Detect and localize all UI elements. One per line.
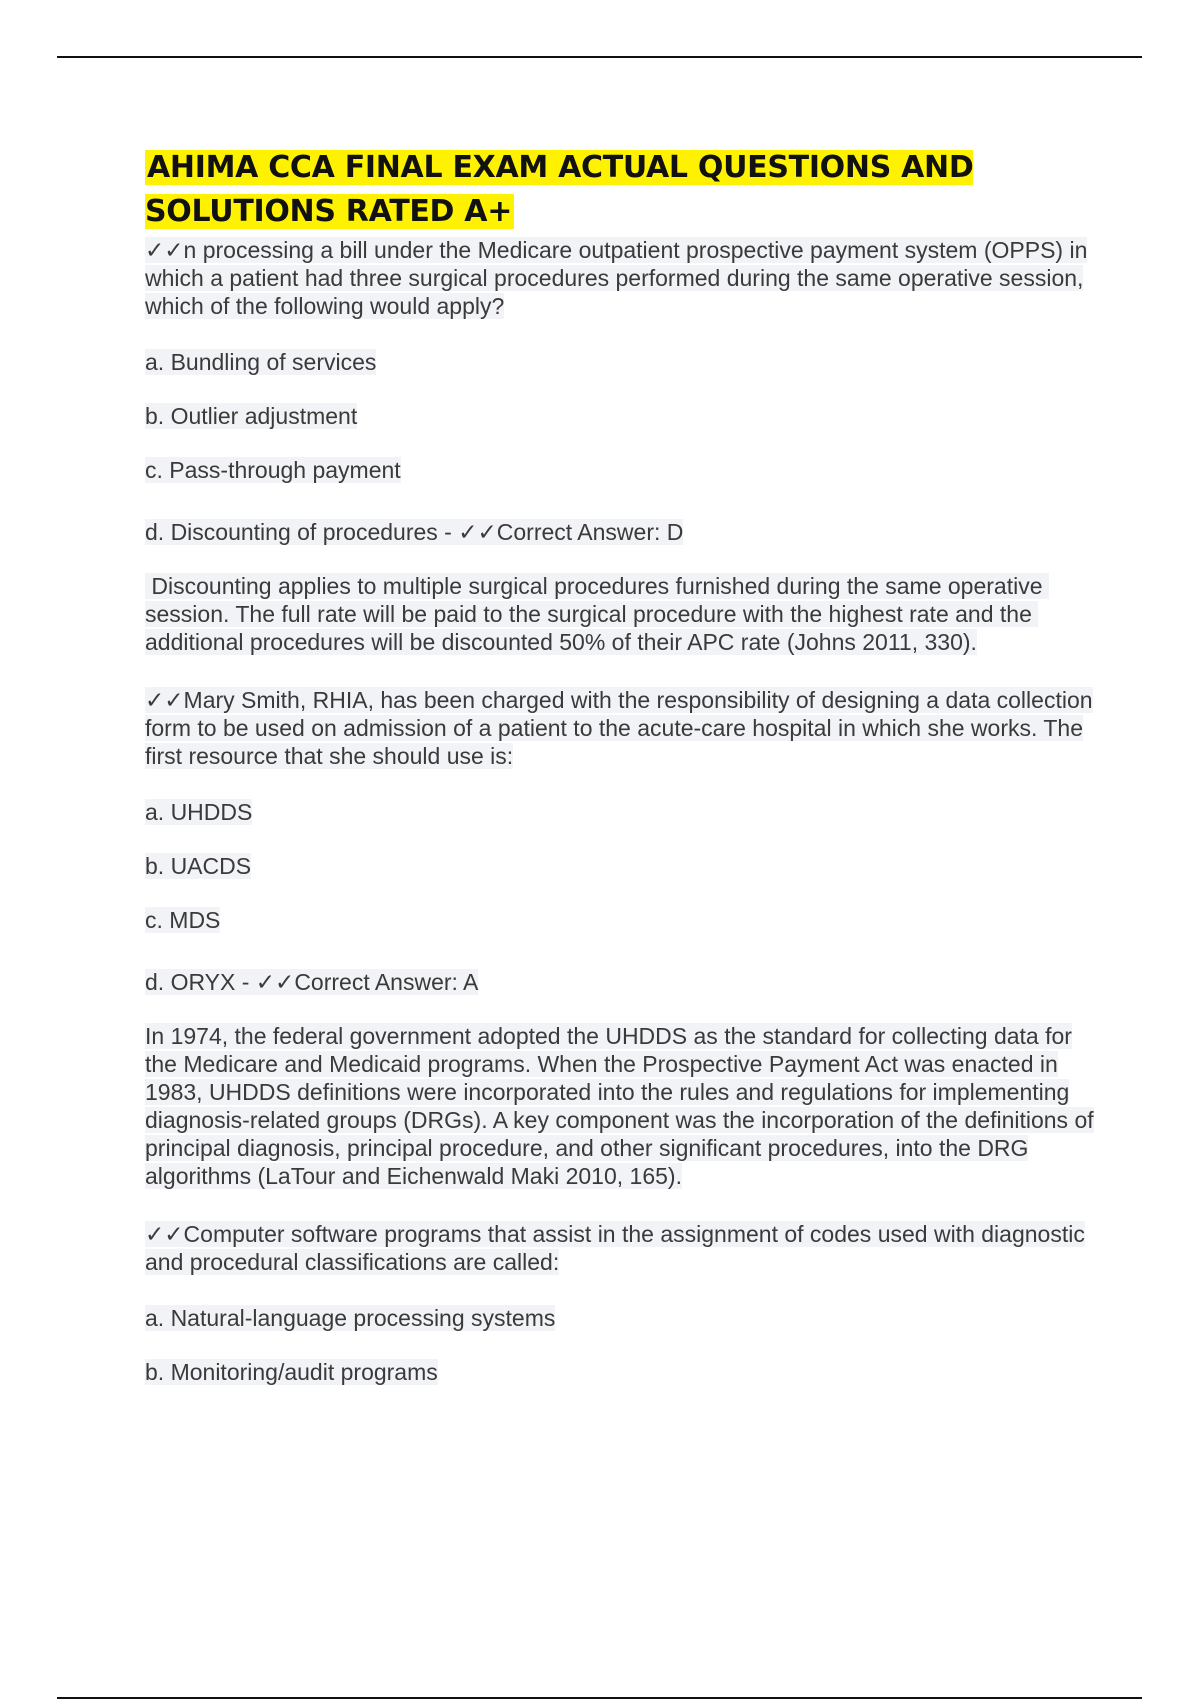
title-highlight: AHIMA CCA FINAL EXAM ACTUAL QUESTIONS AND SOLUTIONS RATED A+ [145,150,974,229]
answer-option: a. Bundling of services [145,349,377,375]
answer-option: c. Pass-through payment [145,457,401,483]
question-block-2 [145,686,1095,1190]
answer-option-correct: d. ORYX - ✓✓Correct Answer: A [145,969,479,995]
top-rule [57,56,1142,58]
bottom-rule [57,1697,1142,1699]
answer-option: a. Natural-language processing systems [145,1305,556,1331]
question-stem: ✓✓Mary Smith, RHIA, has been charged with the responsibility of designing a data collection form to be used on admission of a patient to the acute-care hospital in which she works. The first resource that she should use is: [145,687,1093,769]
question-stem: ✓✓Computer software programs that assist in the assignment of codes used with diagnostic and procedural classifications are called: [145,1221,1085,1275]
answer-option: c. MDS [145,907,221,933]
answer-explanation: In 1974, the federal government adopted the UHDDS as the standard for collecting data for the Medicare and Medicaid programs. When the Prospective Payment Act was enacted in 1983, UHDDS definitions were incorporated into the rules and regulations for implementing diagnosis-related groups (DRGs). A key component was the incorporation of the definitions of principal diagnosis, principal procedure, and other significant procedures, into the DRG algorithms (LaTour and Eichenwald Maki 2010, 165). [145,1023,1094,1189]
question-block-1 [145,236,1095,656]
answer-option: a. UHDDS [145,799,253,825]
question-block-3 [145,1220,1095,1386]
answer-option: b. UACDS [145,853,252,879]
answer-explanation: Discounting applies to multiple surgical procedures furnished during the same operative session. The full rate will be paid to the surgical procedure with the highest rate and the additional procedures will be discounted 50% of their APC rate (Johns 2011, 330). [145,573,1049,655]
document-title [145,146,1095,234]
answer-option: b. Outlier adjustment [145,403,358,429]
question-stem: ✓✓n processing a bill under the Medicare outpatient prospective payment system (OPPS) in which a patient had three surgical procedures performed during the same operative session, which of the following would apply? [145,237,1088,319]
document-body [145,146,1095,1386]
answer-option-correct: d. Discounting of procedures - ✓✓Correct Answer: D [145,519,684,545]
answer-option: b. Monitoring/audit programs [145,1359,438,1385]
